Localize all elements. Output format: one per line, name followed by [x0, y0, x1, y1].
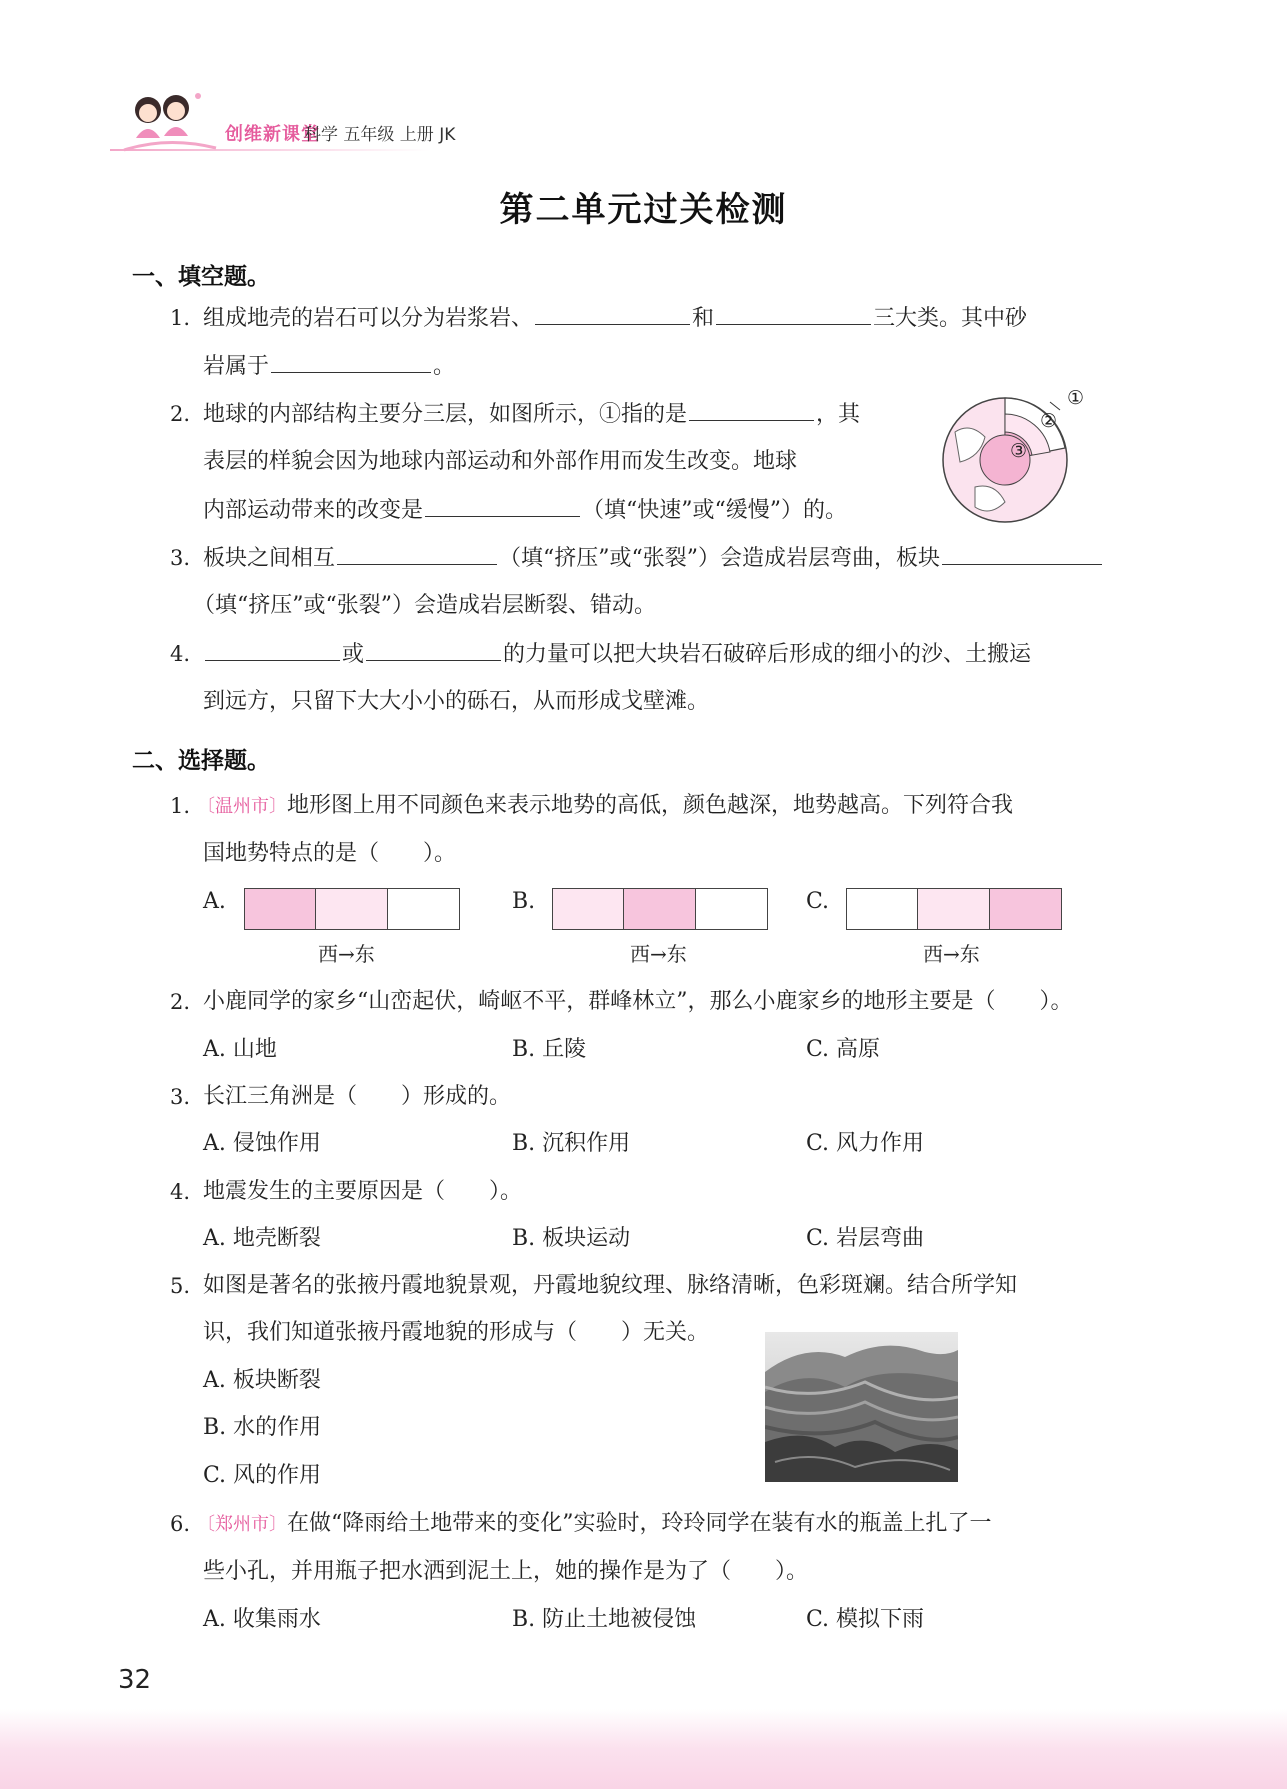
question-number: 6.	[170, 1512, 191, 1536]
option-a[interactable]: A. 侵蚀作用	[203, 1131, 321, 1156]
color-cell	[917, 888, 990, 930]
question-text: 〔郑州市〕在做“降雨给土地带来的变化”实验时，玲玲同学在装有水的瓶盖上扎了一	[197, 1511, 992, 1536]
label-1: ①	[1067, 387, 1085, 409]
region-tag: 〔郑州市〕	[197, 1514, 287, 1535]
question-text: 到远方，只留下大大小小的砾石，从而形成戈壁滩。	[203, 689, 710, 714]
section-heading-fill: 一、填空题。	[132, 264, 270, 290]
question-text: 国地势特点的是（ ）。	[203, 841, 457, 866]
earth-structure-diagram	[935, 382, 1095, 527]
header-divider	[110, 149, 430, 151]
option-b[interactable]: B. 防止土地被侵蚀	[512, 1607, 697, 1632]
option-c-label[interactable]: C.	[806, 889, 830, 914]
page-header	[118, 88, 718, 158]
question-text: 表层的样貌会因为地球内部运动和外部作用而发生改变。地球	[203, 449, 798, 474]
question-number: 4.	[170, 642, 191, 666]
option-b[interactable]: B. 丘陵	[512, 1037, 587, 1062]
answer-blank[interactable]	[942, 542, 1102, 565]
option-a-label[interactable]: A.	[203, 889, 226, 914]
direction-label: 西→东	[923, 942, 980, 966]
color-cell	[387, 888, 460, 930]
color-cell	[244, 888, 317, 930]
option-a[interactable]: A. 地壳断裂	[203, 1226, 321, 1251]
question-text: （填“挤压”或“张裂”）会造成岩层断裂、错动。	[193, 593, 656, 618]
color-cell	[695, 888, 768, 930]
question-text: 些小孔，并用瓶子把水洒到泥土上，她的操作是为了（ ）。	[203, 1559, 809, 1584]
question-text: 地球的内部结构主要分三层，如图所示，①指的是 ，其	[203, 398, 860, 431]
question-text: 内部运动带来的改变是 （填“快速”或“缓慢”）的。	[203, 494, 847, 527]
kids-logo-icon	[118, 88, 218, 158]
color-cell	[552, 888, 625, 930]
question-number: 1.	[170, 306, 191, 330]
question-text: 识，我们知道张掖丹霞地貌的形成与（ ）无关。	[203, 1320, 710, 1345]
terrain-color-bar-a[interactable]	[245, 888, 460, 930]
option-c[interactable]: C. 岩层弯曲	[806, 1226, 925, 1251]
question-text: 长江三角洲是（ ）形成的。	[203, 1084, 512, 1109]
danxia-landform-photo	[765, 1332, 958, 1482]
option-c[interactable]: C. 模拟下雨	[806, 1607, 925, 1632]
option-b[interactable]: B. 水的作用	[203, 1415, 322, 1440]
question-text: 如图是著名的张掖丹霞地貌景观，丹霞地貌纹理、脉络清晰，色彩斑斓。结合所学知	[203, 1273, 1018, 1298]
color-cell	[846, 888, 919, 930]
option-b[interactable]: B. 沉积作用	[512, 1131, 631, 1156]
color-cell	[623, 888, 696, 930]
question-text: 〔温州市〕地形图上用不同颜色来表示地势的高低，颜色越深，地势越高。下列符合我	[197, 793, 1014, 818]
answer-blank[interactable]	[689, 398, 814, 421]
direction-label: 西→东	[630, 942, 687, 966]
question-number: 2.	[170, 402, 191, 426]
color-cell	[315, 888, 388, 930]
question-number: 3.	[170, 1085, 191, 1109]
region-tag: 〔温州市〕	[197, 796, 287, 817]
option-b[interactable]: B. 板块运动	[512, 1226, 631, 1251]
answer-blank[interactable]	[716, 302, 871, 325]
question-text: 地震发生的主要原因是（ ）。	[203, 1179, 523, 1204]
option-c[interactable]: C. 风力作用	[806, 1131, 925, 1156]
subject-label: 科学 五年级 上册 JK	[304, 125, 456, 145]
answer-blank[interactable]	[271, 350, 431, 373]
answer-blank[interactable]	[366, 638, 501, 661]
question-number: 1.	[170, 794, 191, 818]
label-2: ②	[1040, 410, 1058, 432]
terrain-color-bar-b[interactable]	[553, 888, 768, 930]
answer-blank[interactable]	[337, 542, 497, 565]
label-3: ③	[1010, 440, 1028, 462]
option-b-label[interactable]: B.	[512, 889, 536, 914]
question-text: 组成地壳的岩石可以分为岩浆岩、 和 三大类。其中砂	[203, 302, 1027, 335]
question-number: 3.	[170, 546, 191, 570]
section-heading-choice: 二、选择题。	[132, 748, 270, 774]
option-a[interactable]: A. 板块断裂	[203, 1368, 321, 1393]
question-text: 小鹿同学的家乡“山峦起伏，崎岖不平，群峰林立”，那么小鹿家乡的地形主要是（ ）。	[203, 989, 1073, 1014]
option-a[interactable]: A. 收集雨水	[203, 1607, 321, 1632]
page-number: 32	[118, 1665, 152, 1695]
terrain-color-bar-c[interactable]	[847, 888, 1062, 930]
brand-name: 创维新课堂	[225, 124, 320, 145]
answer-blank[interactable]	[535, 302, 690, 325]
answer-blank[interactable]	[205, 638, 340, 661]
footer-band	[0, 1709, 1287, 1789]
question-text: 岩属于 。	[203, 350, 455, 383]
color-cell	[989, 888, 1062, 930]
question-text: 或 的力量可以把大块岩石破碎后形成的细小的沙、土搬运	[203, 638, 1031, 671]
question-number: 4.	[170, 1180, 191, 1204]
question-number: 2.	[170, 990, 191, 1014]
answer-blank[interactable]	[425, 494, 580, 517]
question-text: 板块之间相互 （填“挤压”或“张裂”）会造成岩层弯曲，板块	[203, 542, 1104, 575]
question-number: 5.	[170, 1274, 191, 1298]
option-c[interactable]: C. 高原	[806, 1037, 881, 1062]
option-c[interactable]: C. 风的作用	[203, 1463, 322, 1488]
direction-label: 西→东	[318, 942, 375, 966]
page-title: 第二单元过关检测	[499, 190, 788, 230]
option-a[interactable]: A. 山地	[203, 1037, 277, 1062]
